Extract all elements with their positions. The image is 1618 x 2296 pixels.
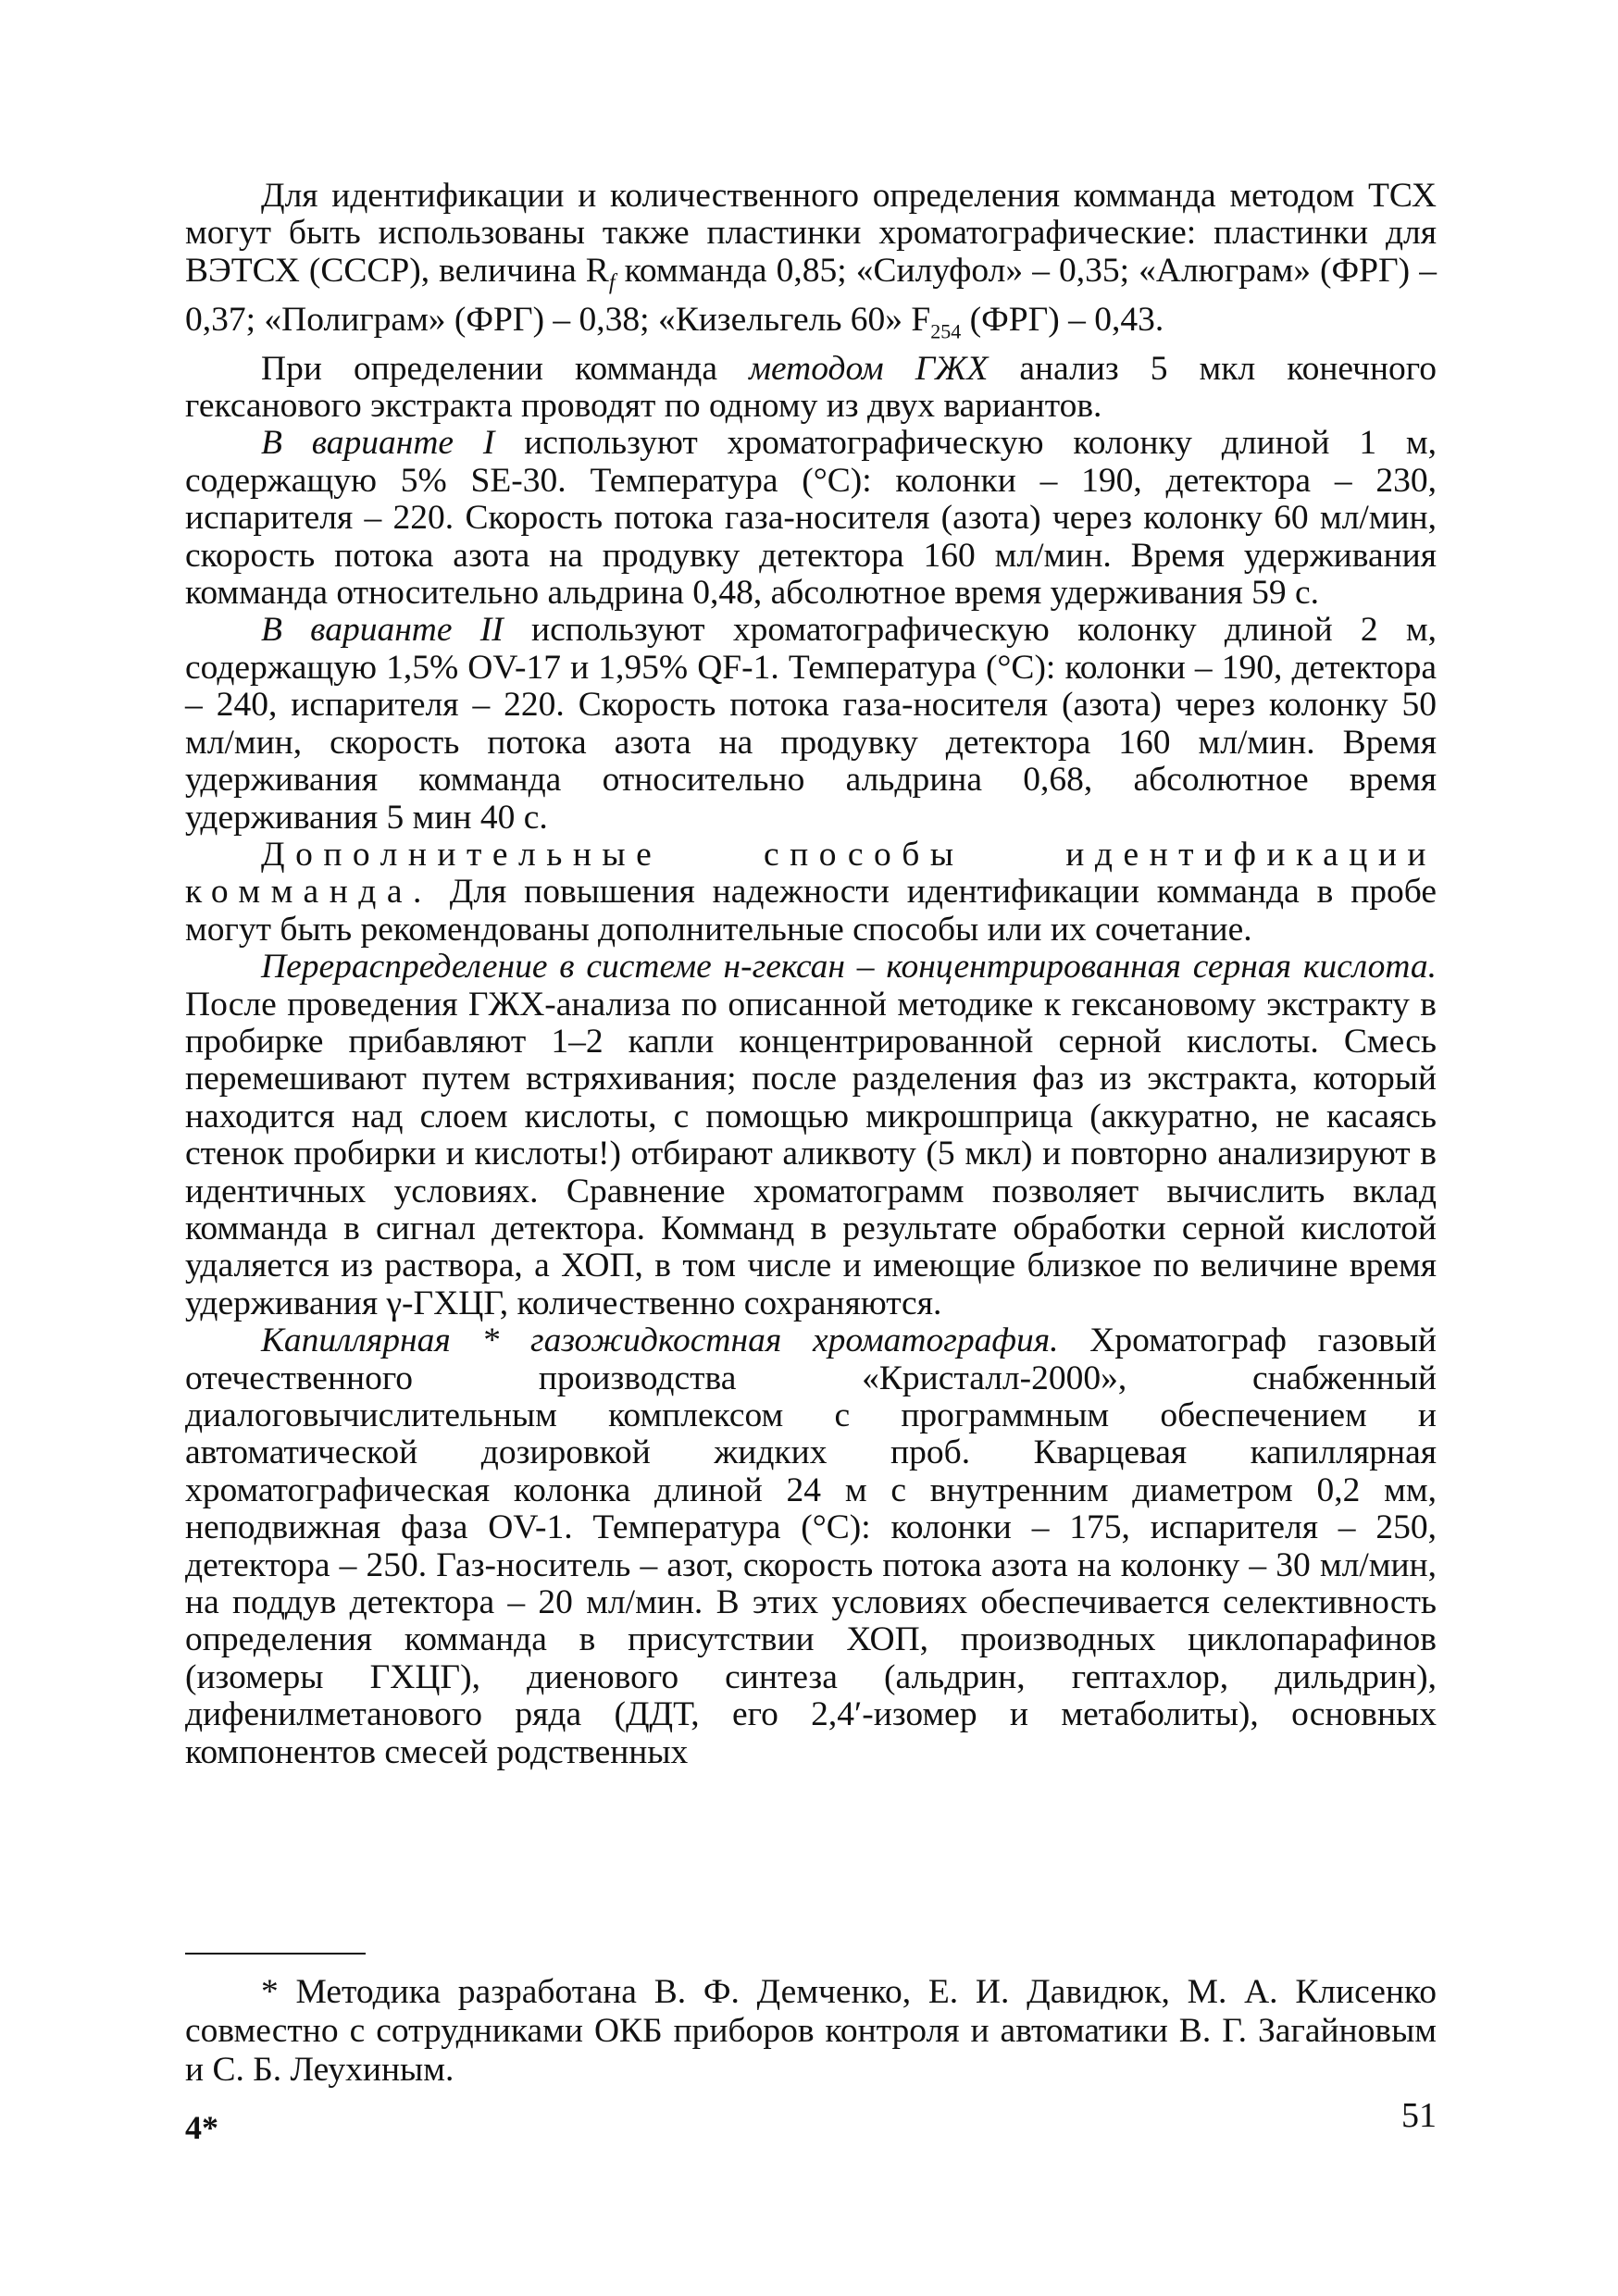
page-number: 51 [1401,2096,1437,2135]
paragraph-redistribution: Перераспределение в системе н-гексан – концентрированная серная кислота. После проведения ГЖХ-анализа по описанной методике к гексановому экстракту в пробирке прибавляют 1–2 капли концентрированной серной кислоты. Смесь перемешивают путем встряхивания; после разделения фаз из экстракта, который находится над слоем кислоты, с помощью микрошприца (аккуратно, не касаясь стенок пробирки и кислоты!) отбирают аликвоту (5 мкл) и повторно анализируют в идентичных условиях. Сравнение хроматограмм позволяет вычислить вклад комманда в сигнал детектора. Комманд в результате обработки серной кислотой удаляется из раствора, а ХОП, в том числе и имеющие близкое по величине время удерживания γ-ГХЦГ, количественно сохраняются. [185,948,1437,1322]
paragraph-2: При определении комманда методом ГЖХ анализ 5 мкл конечного гексанового экстракта проводят по одному из двух вариантов. [185,349,1437,426]
paragraph-variant-2: В варианте II используют хроматографическую колонку длиной 2 м, содержащую 1,5% OV-17 и 1,95% QF-1. Температура (°С): колонки – 190, детектора – 240, испарителя – 220. Скорость потока газа-носителя (азота) через колонку 50 мл/мин, скорость потока азота на продувку детектора 160 мл/мин. Время удерживания комманда относительно альдрина 0,68, абсолютное время удерживания 5 мин 40 с. [185,611,1438,837]
footnote: * Методика разработана В. Ф. Демченко, Е. И. Давидюк, М. А. Клисенко совместно с сотрудниками ОКБ приборов контроля и автоматики В. Г. Загайновым и С. Б. Леухиным. [185,1973,1437,2089]
footnote-divider [185,1953,366,1955]
paragraph-variant-1: В варианте I используют хроматографическую колонку длиной 1 м, содержащую 5% SE-30. Температура (°С): колонки – 190, детектора – 230, испарителя – 220. Скорость потока газа-носителя (азота) через колонку 60 мл/мин, скорость потока азота на продувку детектора 160 мл/мин. Время удерживания комманда относительно альдрина 0,48, абсолютное время удерживания 59 с. [185,424,1437,613]
body-text [185,178,1437,1771]
paragraph-capillary-glc: Капиллярная * газожидкостная хроматография. Хроматограф газовый отечественного производства «Кристалл-2000», снабженный диалоговычислительным комплексом с программным обеспечением и автоматической дозировкой жидких проб. Кварцевая капиллярная хроматографическая колонка длиной 24 м с внутренним диаметром 0,2 мм, неподвижная фаза OV-1. Температура (°С): колонки – 175, испарителя – 250, детектора – 250. Газ-носитель – азот, скорость потока азота на колонку – 30 мл/мин, на поддув детектора – 20 мл/мин. В этих условиях обеспечивается селективность определения комманда в присутствии ХОП, производных циклопарафинов (изомеры ГХЦГ), диенового синтеза (альдрин, гептахлор, дильдрин), дифенилметанового ряда (ДДТ, его 2,4′-изомер и метаболиты), основных компонентов смесей родственных [185,1322,1438,1771]
signature-mark: 4* [185,2109,218,2146]
paragraph-1: Для идентификации и количественного определения комманда методом ТСХ могут быть использованы также пластинки хроматографические: пластинки для ВЭТСХ (СССР), величина $R_f$ комманда 0,85; «Силуфол» – 0,35; «Алюграм» (ФРГ) – 0,37; «Полиграм» (ФРГ) – 0,38; «Кизельгель 60» $F_{254}$ (ФРГ) – 0,43. [185,177,1437,343]
paragraph-additional-methods: Дополнительные способы идентификации комманда. Для повышения надежности идентификации комманда в пробе могут быть рекомендованы дополнительные способы или их сочетание. [185,835,1437,949]
